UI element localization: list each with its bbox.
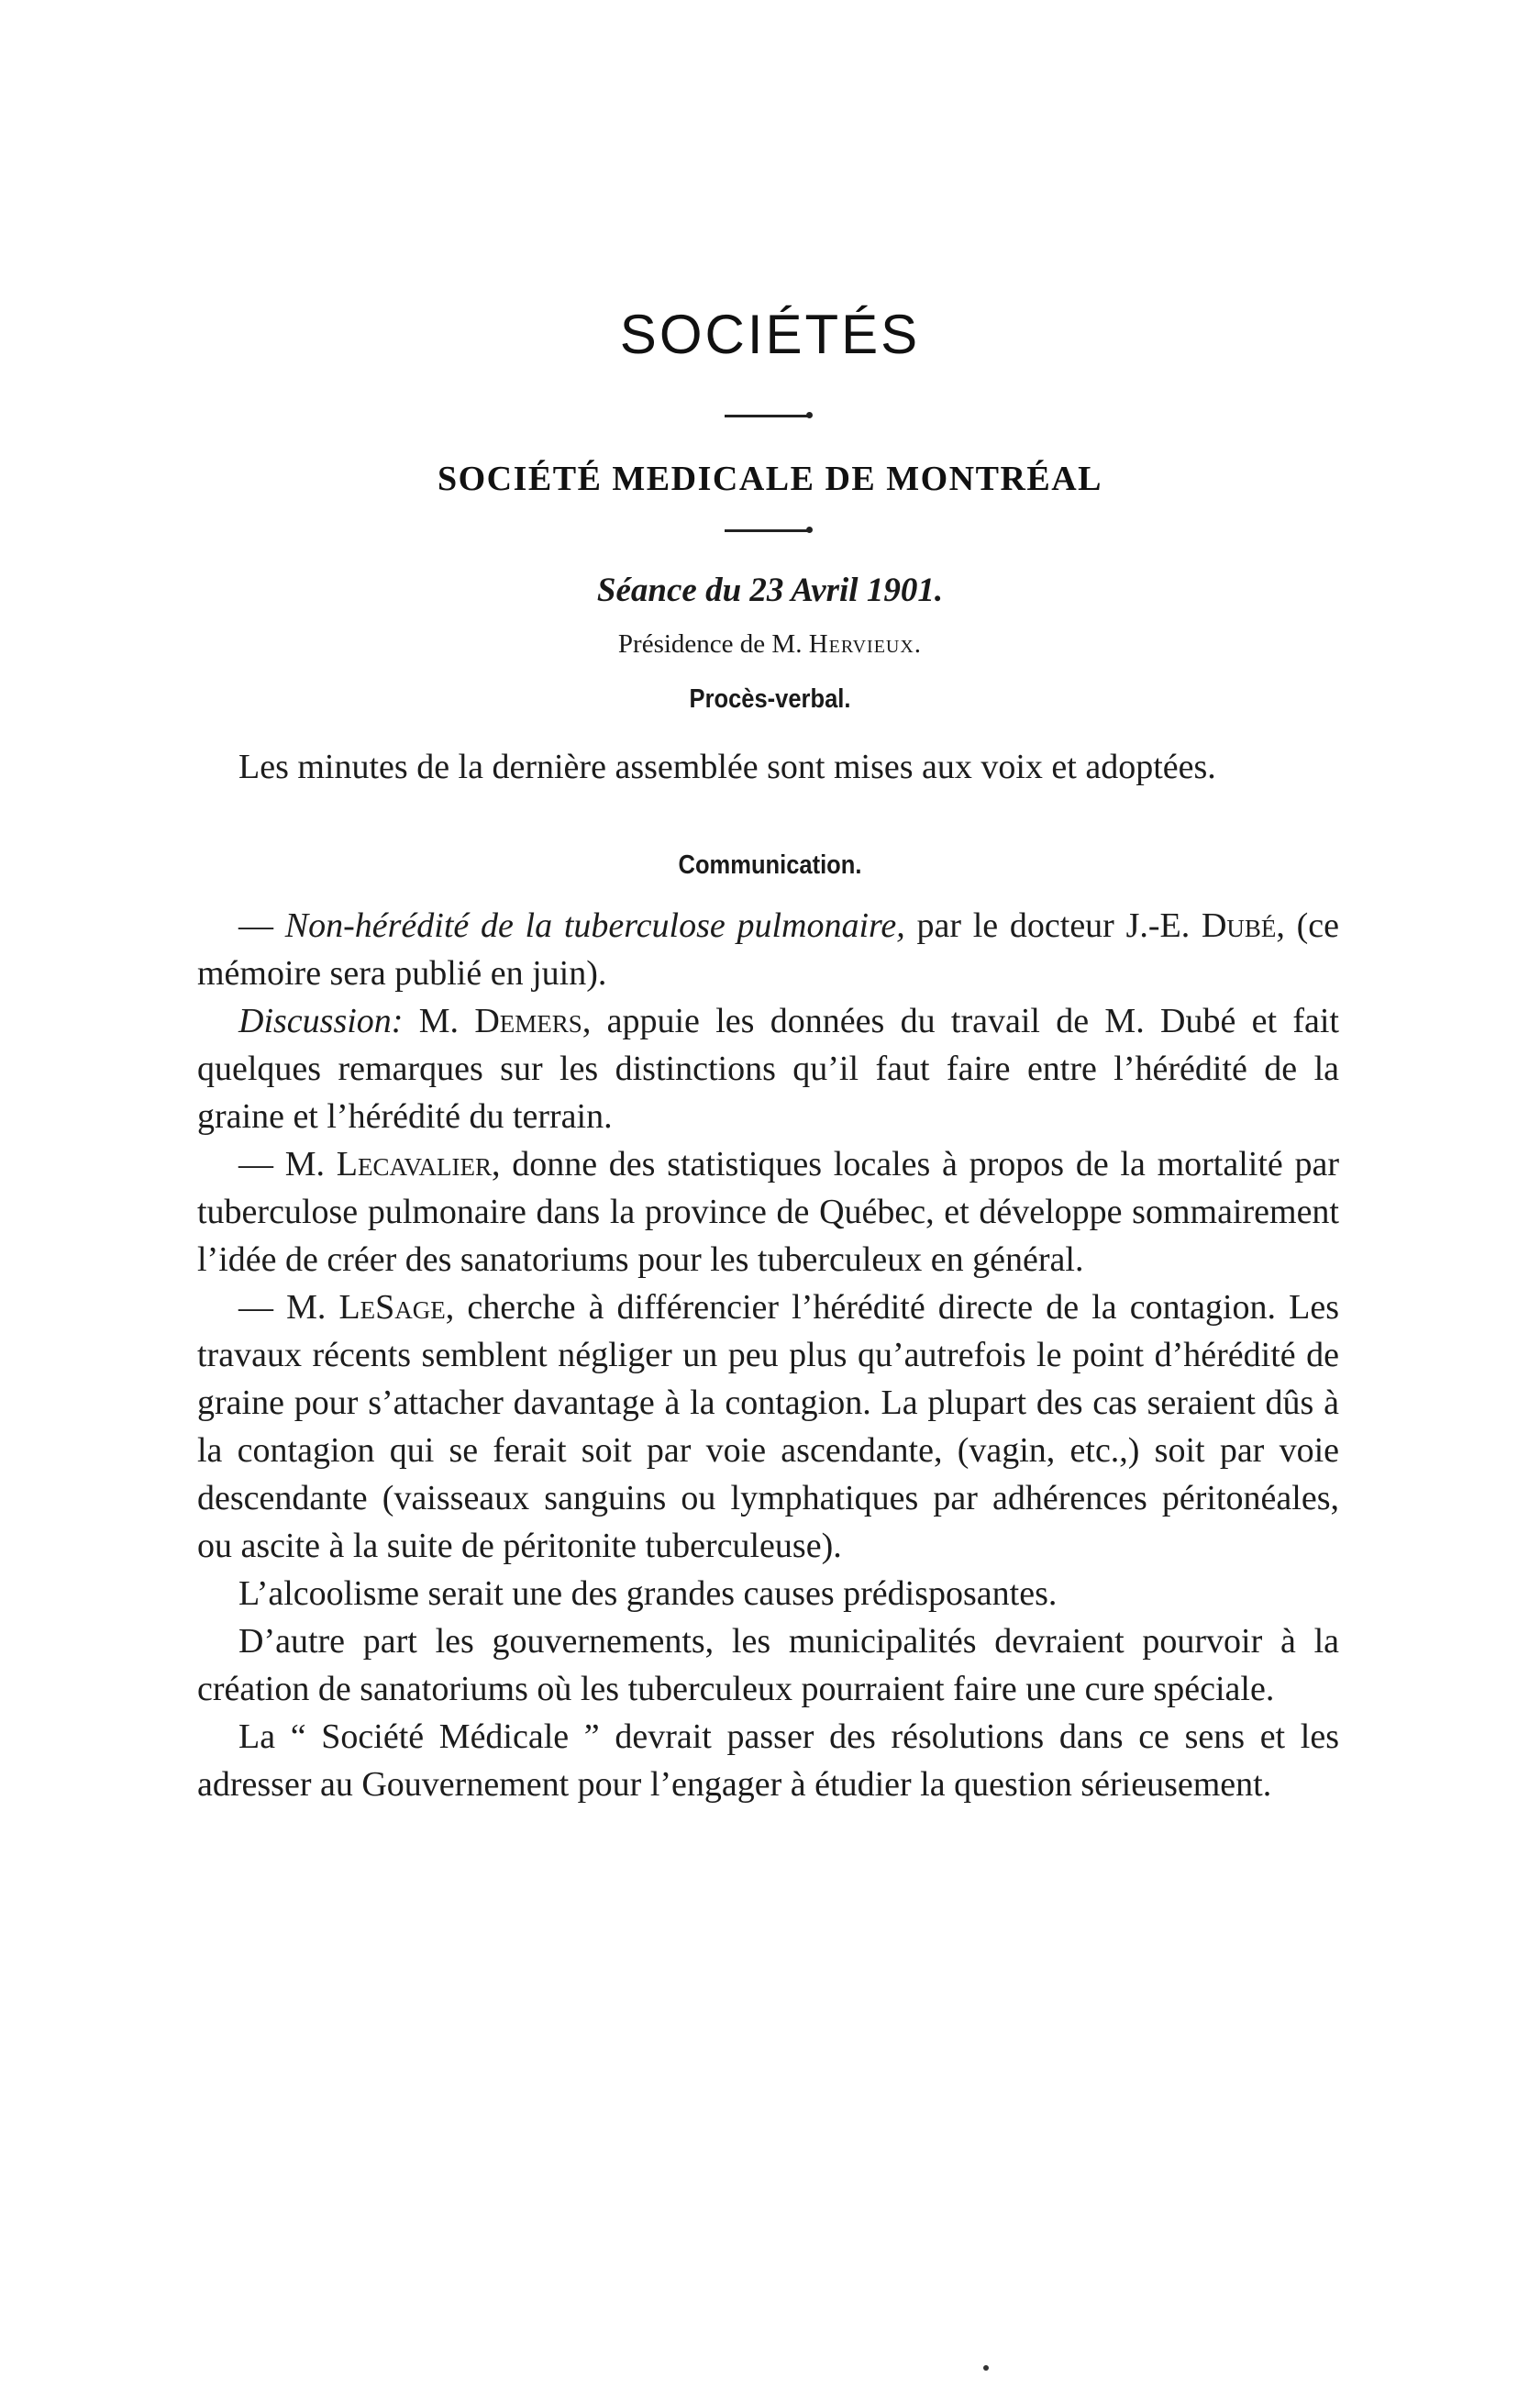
society-name: SOCIÉTÉ MEDICALE DE MONTRÉAL [437,460,1103,498]
proces-verbal-body [197,743,1339,791]
memoir-title: Non-hérédité de la tuberculose pulmonaire, [284,906,905,945]
speaker-demers: Demers, [474,1002,592,1040]
publication-note: (ce mémoire sera publié en juin). [197,906,1340,993]
discussion-prefix: M. [403,1002,475,1040]
page-speck [983,2365,989,2371]
president-name: Hervieux. [808,629,923,659]
paragraph-resolution: La “ Société Médicale ” devrait passer des résolutions dans ce sens et les adresser au Gouvernement pour l’engager à étudier la question sérieusement. [197,1717,1339,1804]
author-name: Dubé, [1201,906,1285,945]
paragraph-communication [197,902,1339,997]
title-divider [725,415,809,417]
lesage-text: cherche à différencier l’hérédité directe de la contagion. Les travaux récents semblent négliger un peu plus qu’autrefois le point d’hérédité de graine pour s’attacher davantage à la contagion. La plupart des cas seraient dûs à la contagion qui se ferait soit par voie ascendante, (vagin, etc.,) soit par voie descendante (vaisseaux sanguins ou lymphatiques par adhérences péritonéales, ou ascite à la suite de péritonite tuberculeuse). [197,1288,1339,1565]
communication-heading: Communication. [678,850,862,880]
society-divider [725,529,809,532]
proces-verbal-heading: Procès-verbal. [689,684,851,714]
paragraph-alcoolisme: L’alcoolisme serait une des grandes causes prédisposantes. [238,1574,1058,1613]
speaker-lesage: LeSage, [338,1288,455,1327]
presidence-prefix: Présidence de M. [617,629,803,659]
author-prefix: par le docteur J.-E. [904,906,1202,945]
communication-body [197,902,1339,1808]
speaker-lecavalier: Lecavalier, [336,1145,501,1183]
lesage-prefix: — M. [238,1288,339,1327]
discussion-text: appuie les données du travail de M. Dubé et fait quelques remarques sur les distinctions qu’il faut faire entre l’hérédité de la graine et l’hérédité du terrain. [197,1002,1339,1136]
paragraph-lecavalier [197,1140,1339,1283]
paragraph-discussion [197,997,1339,1140]
session-date: Séance du 23 Avril 1901. [596,572,944,609]
dash: — [238,906,285,945]
proces-verbal-text: Les minutes de la dernière assemblée sont mises aux voix et adoptées. [238,748,1216,786]
paragraph-lesage [197,1283,1339,1570]
paragraph-gouvernements: D’autre part les gouvernements, les municipalités devraient pourvoir à la création de sanatoriums où les tuberculeux pourraient faire une cure spéciale. [197,1622,1339,1708]
session-presidence [0,629,1540,660]
lecavalier-text: donne des statistiques locales à propos de la mortalité par tuberculose pulmonaire dans la province de Québec, et développe sommairement l’idée de créer des sanatoriums pour les tuberculeux en général. [197,1145,1339,1279]
lecavalier-prefix: — M. [238,1145,337,1183]
discussion-label: Discussion: [238,1002,404,1040]
section-title: SOCIÉTÉS [619,304,921,365]
